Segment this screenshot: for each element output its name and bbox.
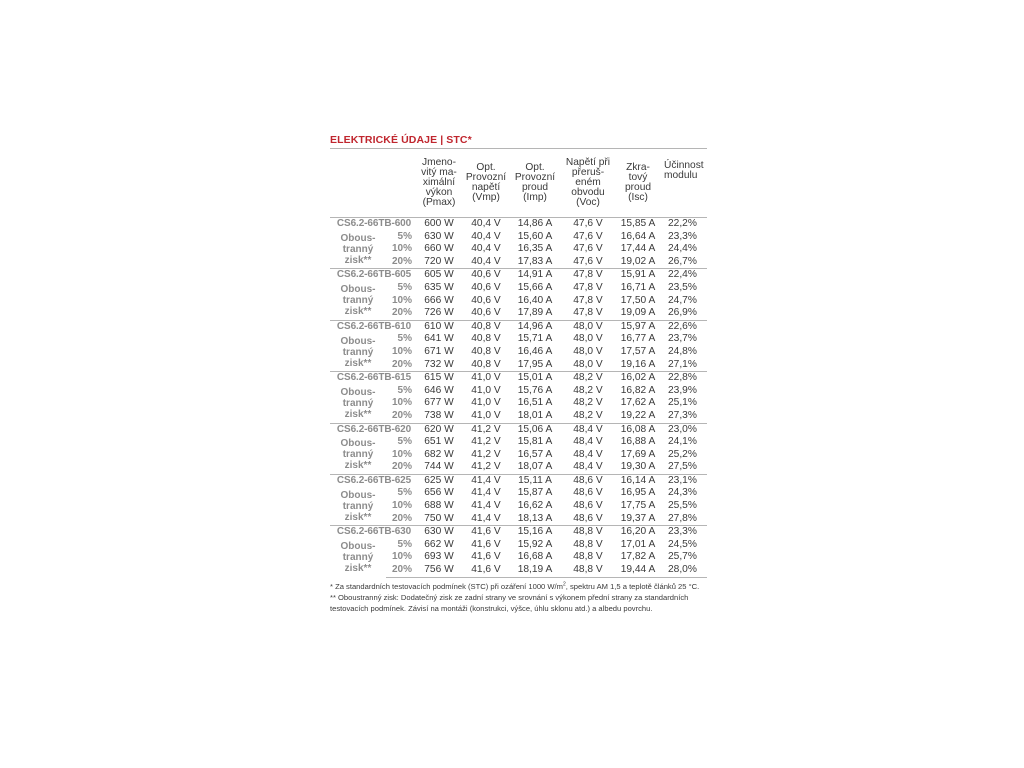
table-header-row <box>330 149 707 218</box>
header-vmp: Opt. Provozní napětí (Vmp) <box>465 162 507 203</box>
cell-isc: 16,14 A <box>616 474 660 487</box>
cell-vmp: 40,8 V <box>471 358 501 370</box>
cell-pmax: 641 W <box>424 333 454 345</box>
gain-percent: 20% <box>391 358 412 370</box>
cell-pmax: 620 W <box>416 423 462 436</box>
cell-eff: 23,9% <box>668 384 697 396</box>
cell-imp: 15,66 A <box>517 281 553 293</box>
cell-vmp: 41,2 V <box>471 448 501 460</box>
cell-vmp: 41,4 V <box>471 512 501 524</box>
cell-eff: 24,7% <box>668 294 697 306</box>
gain-percent: 10% <box>391 294 412 306</box>
cell-pmax: 605 W <box>416 269 462 282</box>
cell-isc: 16,88 A <box>620 436 656 448</box>
cell-voc: 47,6 V <box>560 218 616 231</box>
cell-vmp: 40,4 V <box>471 255 501 267</box>
cell-isc: 15,91 A <box>616 269 660 282</box>
cell-voc: 47,8 V <box>573 294 603 306</box>
cell-imp: 16,40 A <box>517 294 553 306</box>
cell-voc: 48,8 V <box>573 551 603 563</box>
table-row-model <box>330 474 707 487</box>
cell-pmax: 688 W <box>424 500 454 512</box>
cell-imp: 15,71 A <box>517 333 553 345</box>
cell-pmax: 671 W <box>424 345 454 357</box>
cell-eff: 26,7% <box>668 255 697 267</box>
bifacial-gain-label: Obous- tranný zisk** <box>340 541 376 575</box>
cell-isc: 17,44 A <box>620 243 656 255</box>
cell-isc: 19,37 A <box>620 512 656 524</box>
cell-isc: 17,62 A <box>620 397 656 409</box>
cell-voc: 47,6 V <box>573 243 603 255</box>
gain-percent: 20% <box>391 461 412 473</box>
table-row-model <box>330 218 707 231</box>
cell-isc: 16,82 A <box>620 384 656 396</box>
cell-pmax: 625 W <box>416 474 462 487</box>
footnote-stc: * Za standardních testovacích podmínek (STC) při ozáření 1000 $W/m^2$, spektru AM 1,5 a teplotě článků 25 °C. <box>330 581 700 591</box>
cell-isc: 16,02 A <box>616 372 660 385</box>
cell-isc: 17,50 A <box>620 294 656 306</box>
cell-vmp: 41,2 V <box>471 436 501 448</box>
cell-pmax: 732 W <box>424 358 454 370</box>
cell-imp: 14,91 A <box>510 269 560 282</box>
cell-pmax: 738 W <box>424 409 454 421</box>
cell-eff: 27,5% <box>668 461 697 473</box>
header-imp: Opt. Provozní proud (Imp) <box>514 162 556 203</box>
cell-eff: 22,8% <box>660 372 707 385</box>
cell-vmp: 41,0 V <box>471 409 501 421</box>
cell-pmax: 630 W <box>416 526 462 539</box>
cell-imp: 16,57 A <box>517 448 553 460</box>
cell-imp: 15,87 A <box>517 487 553 499</box>
cell-vmp: 40,6 V <box>471 307 501 319</box>
gain-percent: 20% <box>391 409 412 421</box>
cell-vmp: 41,6 V <box>462 526 510 539</box>
cell-isc: 19,30 A <box>620 461 656 473</box>
cell-imp: 17,89 A <box>517 307 553 319</box>
cell-voc: 48,4 V <box>573 436 603 448</box>
cell-pmax: 651 W <box>424 436 454 448</box>
cell-pmax: 615 W <box>416 372 462 385</box>
cell-voc: 48,2 V <box>573 397 603 409</box>
cell-pmax: 662 W <box>424 538 454 550</box>
cell-imp: 15,92 A <box>517 538 553 550</box>
table-row-bifacial-gain <box>330 256 707 269</box>
cell-voc: 48,0 V <box>573 333 603 345</box>
cell-imp: 14,86 A <box>510 218 560 231</box>
table-row-bifacial-gain <box>330 436 707 449</box>
bifacial-gain-label: Obous- tranný zisk** <box>340 387 376 421</box>
table-row-model <box>330 423 707 436</box>
cell-voc: 48,6 V <box>573 500 603 512</box>
cell-pmax: 682 W <box>424 448 454 460</box>
cell-eff: 28,0% <box>660 564 707 577</box>
cell-voc: 48,8 V <box>573 538 603 550</box>
cell-imp: 16,51 A <box>517 397 553 409</box>
model-name: CS6.2-66TB-620 <box>330 423 416 436</box>
gain-percent: 20% <box>391 307 412 319</box>
cell-vmp: 41,4 V <box>471 500 501 512</box>
cell-pmax: 600 W <box>416 218 462 231</box>
cell-pmax: 756 W <box>416 564 462 577</box>
electrical-data-table <box>330 149 707 578</box>
cell-isc: 16,95 A <box>620 487 656 499</box>
table-row-bifacial-gain <box>330 551 707 564</box>
bifacial-gain-label: Obous- tranný zisk** <box>340 335 376 369</box>
model-name: CS6.2-66TB-610 <box>330 320 416 333</box>
cell-eff: 27,3% <box>668 409 697 421</box>
gain-percent: 5% <box>397 281 412 293</box>
cell-voc: 48,6 V <box>560 474 616 487</box>
table-row-model <box>330 526 707 539</box>
electrical-data-sheet <box>330 132 710 615</box>
bifacial-gain-label: Obous- tranný zisk** <box>340 284 376 318</box>
table-row-bifacial-gain <box>330 231 707 244</box>
cell-voc: 48,8 V <box>560 526 616 539</box>
model-name: CS6.2-66TB-630 <box>330 526 416 539</box>
cell-imp: 16,62 A <box>517 500 553 512</box>
cell-isc: 15,97 A <box>616 320 660 333</box>
cell-voc: 47,8 V <box>573 307 603 319</box>
cell-vmp: 41,0 V <box>462 372 510 385</box>
gain-percent: 20% <box>391 512 412 524</box>
cell-isc: 17,57 A <box>620 345 656 357</box>
gain-percent: 20% <box>391 255 412 267</box>
cell-voc: 48,4 V <box>573 461 603 473</box>
cell-vmp: 41,4 V <box>462 474 510 487</box>
cell-eff: 23,1% <box>660 474 707 487</box>
table-row-model <box>330 320 707 333</box>
cell-vmp: 41,6 V <box>471 551 501 563</box>
cell-voc: 48,6 V <box>573 487 603 499</box>
model-name: CS6.2-66TB-605 <box>330 269 416 282</box>
table-row-bifacial-gain <box>330 487 707 500</box>
cell-voc: 47,6 V <box>573 255 603 267</box>
cell-vmp: 40,4 V <box>471 243 501 255</box>
cell-pmax: 693 W <box>424 551 454 563</box>
cell-voc: 48,6 V <box>573 512 603 524</box>
cell-eff: 23,3% <box>668 230 697 242</box>
cell-isc: 17,01 A <box>620 538 656 550</box>
model-name: CS6.2-66TB-615 <box>330 372 416 385</box>
cell-pmax: 610 W <box>416 320 462 333</box>
cell-voc: 48,2 V <box>573 384 603 396</box>
cell-imp: 16,46 A <box>517 345 553 357</box>
cell-isc: 17,75 A <box>620 500 656 512</box>
cell-vmp: 40,8 V <box>471 333 501 345</box>
table-row-bifacial-gain <box>330 346 707 359</box>
cell-eff: 23,3% <box>660 526 707 539</box>
footnotes <box>330 581 710 615</box>
gain-percent: 10% <box>391 551 412 563</box>
gain-percent: 10% <box>391 243 412 255</box>
cell-pmax: 726 W <box>424 307 454 319</box>
gain-percent: 20% <box>386 564 416 577</box>
cell-isc: 15,85 A <box>616 218 660 231</box>
cell-eff: 22,6% <box>660 320 707 333</box>
cell-vmp: 41,6 V <box>471 538 501 550</box>
table-row-bifacial-gain <box>330 410 707 423</box>
cell-pmax: 630 W <box>424 230 454 242</box>
cell-eff: 24,1% <box>668 436 697 448</box>
cell-imp: 16,68 A <box>517 551 553 563</box>
table-row-bifacial-gain <box>330 513 707 526</box>
table-row-bifacial-gain <box>330 461 707 474</box>
cell-pmax: 660 W <box>424 243 454 255</box>
cell-isc: 19,22 A <box>620 409 656 421</box>
cell-imp: 15,81 A <box>517 436 553 448</box>
cell-isc: 16,64 A <box>620 230 656 242</box>
cell-imp: 17,95 A <box>517 358 553 370</box>
cell-vmp: 41,2 V <box>471 461 501 473</box>
cell-eff: 23,0% <box>660 423 707 436</box>
cell-eff: 22,4% <box>660 269 707 282</box>
table-row-bifacial-gain <box>330 359 707 372</box>
cell-vmp: 40,8 V <box>462 320 510 333</box>
gain-percent: 5% <box>397 436 412 448</box>
cell-imp: 15,76 A <box>517 384 553 396</box>
table-row-bifacial-gain <box>330 307 707 320</box>
cell-voc: 47,6 V <box>573 230 603 242</box>
table-row-model <box>330 269 707 282</box>
table-row-bifacial-gain <box>330 564 707 577</box>
cell-eff: 24,3% <box>668 487 697 499</box>
bifacial-gain-label: Obous- tranný zisk** <box>340 232 376 266</box>
cell-pmax: 666 W <box>424 294 454 306</box>
header-isc: Zkra- tový proud (Isc) <box>624 162 652 203</box>
cell-eff: 22,2% <box>660 218 707 231</box>
cell-isc: 16,08 A <box>616 423 660 436</box>
table-row-bifacial-gain <box>330 333 707 346</box>
cell-imp: 18,01 A <box>517 409 553 421</box>
model-name: CS6.2-66TB-625 <box>330 474 416 487</box>
cell-pmax: 656 W <box>424 487 454 499</box>
cell-imp: 18,13 A <box>517 512 553 524</box>
cell-voc: 48,0 V <box>573 345 603 357</box>
cell-imp: 15,60 A <box>517 230 553 242</box>
gain-percent: 5% <box>397 333 412 345</box>
cell-voc: 48,4 V <box>560 423 616 436</box>
cell-vmp: 40,4 V <box>471 230 501 242</box>
cell-imp: 16,35 A <box>517 243 553 255</box>
cell-pmax: 720 W <box>424 255 454 267</box>
cell-pmax: 646 W <box>424 384 454 396</box>
cell-isc: 19,09 A <box>620 307 656 319</box>
table-row-bifacial-gain <box>330 539 707 552</box>
cell-isc: 16,71 A <box>620 281 656 293</box>
cell-imp: 15,16 A <box>510 526 560 539</box>
cell-eff: 26,9% <box>668 307 697 319</box>
cell-vmp: 40,6 V <box>471 281 501 293</box>
cell-imp: 15,06 A <box>510 423 560 436</box>
cell-isc: 16,77 A <box>620 333 656 345</box>
cell-isc: 17,82 A <box>620 551 656 563</box>
cell-eff: 27,1% <box>668 358 697 370</box>
table-row-bifacial-gain <box>330 243 707 256</box>
cell-isc: 17,69 A <box>620 448 656 460</box>
cell-isc: 19,02 A <box>620 255 656 267</box>
cell-voc: 48,0 V <box>573 358 603 370</box>
header-voc: Napětí při přeruš- eném obvodu (Voc) <box>565 157 611 208</box>
cell-eff: 23,5% <box>668 281 697 293</box>
cell-vmp: 41,4 V <box>471 487 501 499</box>
cell-isc: 19,16 A <box>620 358 656 370</box>
table-row-bifacial-gain <box>330 295 707 308</box>
cell-vmp: 41,0 V <box>471 384 501 396</box>
cell-eff: 25,2% <box>668 448 697 460</box>
gain-percent: 10% <box>391 500 412 512</box>
cell-vmp: 40,6 V <box>462 269 510 282</box>
cell-pmax: 677 W <box>424 397 454 409</box>
table-row-bifacial-gain <box>330 449 707 462</box>
gain-percent: 5% <box>397 384 412 396</box>
gain-percent: 5% <box>397 230 412 242</box>
gain-percent: 5% <box>397 487 412 499</box>
cell-voc: 47,8 V <box>573 281 603 293</box>
header-pmax: Jmeno- vitý ma- ximální výkon (Pmax) <box>421 157 457 208</box>
header-efficiency: Účinnost modulu <box>664 160 704 181</box>
cell-voc: 48,4 V <box>573 448 603 460</box>
bifacial-gain-label: Obous- tranný zisk** <box>340 438 376 472</box>
model-name: CS6.2-66TB-600 <box>330 218 416 231</box>
cell-pmax: 750 W <box>424 512 454 524</box>
cell-isc: 19,44 A <box>616 564 660 577</box>
gain-percent: 5% <box>397 538 412 550</box>
cell-pmax: 744 W <box>424 461 454 473</box>
cell-eff: 24,8% <box>668 345 697 357</box>
cell-vmp: 40,4 V <box>462 218 510 231</box>
cell-vmp: 41,0 V <box>471 397 501 409</box>
cell-eff: 23,7% <box>668 333 697 345</box>
cell-vmp: 40,6 V <box>471 294 501 306</box>
cell-vmp: 41,6 V <box>462 564 510 577</box>
table-row-bifacial-gain <box>330 500 707 513</box>
header-empty <box>330 149 416 218</box>
cell-imp: 18,19 A <box>510 564 560 577</box>
cell-imp: 17,83 A <box>517 255 553 267</box>
cell-eff: 27,8% <box>668 512 697 524</box>
gain-percent: 10% <box>391 448 412 460</box>
cell-isc: 16,20 A <box>616 526 660 539</box>
table-row-bifacial-gain <box>330 385 707 398</box>
table-row-bifacial-gain <box>330 282 707 295</box>
cell-voc: 48,8 V <box>560 564 616 577</box>
cell-voc: 47,8 V <box>560 269 616 282</box>
section-title: ELEKTRICKÉ ÚDAJE | STC* <box>330 132 707 149</box>
table-row-model <box>330 372 707 385</box>
cell-imp: 14,96 A <box>510 320 560 333</box>
table-body <box>330 218 707 578</box>
table-row-bifacial-gain <box>330 397 707 410</box>
cell-vmp: 40,8 V <box>471 345 501 357</box>
cell-voc: 48,2 V <box>573 409 603 421</box>
cell-imp: 15,01 A <box>510 372 560 385</box>
gain-percent: 10% <box>391 345 412 357</box>
cell-eff: 25,5% <box>668 500 697 512</box>
footnote-bifacial: ** Oboustranný zisk: Dodatečný zisk ze zadní strany ve srovnání s výkonem přední strany za standardních testovacích podmínek. Závisí na montáži (konstrukci, výšce, úhlu sklonu atd.) a albedu povrchu. <box>330 593 689 614</box>
bifacial-gain-label: Obous- tranný zisk** <box>340 489 376 523</box>
cell-pmax: 635 W <box>424 281 454 293</box>
cell-eff: 24,4% <box>668 243 697 255</box>
cell-eff: 25,7% <box>668 551 697 563</box>
cell-vmp: 41,2 V <box>462 423 510 436</box>
cell-imp: 15,11 A <box>510 474 560 487</box>
cell-voc: 48,0 V <box>560 320 616 333</box>
gain-percent: 10% <box>391 397 412 409</box>
cell-eff: 25,1% <box>668 397 697 409</box>
cell-voc: 48,2 V <box>560 372 616 385</box>
cell-eff: 24,5% <box>668 538 697 550</box>
cell-imp: 18,07 A <box>517 461 553 473</box>
